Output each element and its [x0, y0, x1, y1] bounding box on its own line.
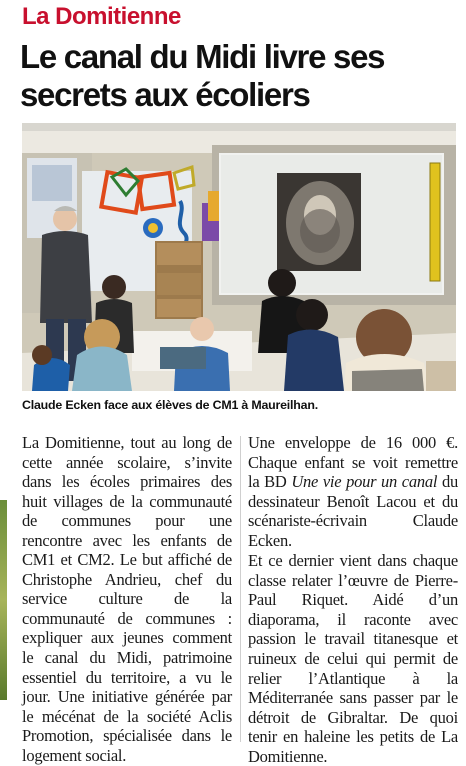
column-divider: [240, 436, 241, 742]
article-headline: Le canal du Midi livre ses secrets aux écoliers: [20, 38, 385, 113]
section-rubric: La Domitienne: [22, 3, 181, 30]
article-body-right-column: [248, 433, 458, 766]
photo-caption: Claude Ecken face aux élèves de CM1 à Maureilhan.: [22, 398, 318, 412]
adjacent-photo-edge: [0, 500, 7, 700]
body-paragraph: Et ce dernier vient dans chaque classe relater l’œuvre de Pierre-Paul Riquet. Aidé d’un diaporama, il raconte avec passion le travail titanesque et ruineux de celui qui permit de relier l’Atlantique à la Méditerranée sans passer par le détroit de Gibraltar. De quoi tenir en haleine les petits de La Domitienne.: [248, 551, 458, 766]
body-paragraph: La Domitienne, tout au long de cette année scolaire, s’invite dans les écoles primaires des huit villages de la communauté de communes pour une rencontre avec les enfants de CM1 et CM2. Le but affiché de Christophe Andrieu, chef du service culture de la communauté de communes : expliquer aux jeunes comment le canal du Midi, patrimoine essentiel du territoire, a vu le jour. Une initiative générée par le mécénat de la société Aclis Promotion, spécialisée dans le logement social.: [22, 433, 232, 765]
article-photo: [22, 123, 456, 391]
article-body-left-column: [22, 433, 232, 765]
book-title: Une vie pour un canal: [291, 472, 438, 492]
body-paragraph: [248, 433, 458, 550]
body-text: du dessinateur Benoît Lacou et du scénariste-écrivain Claude Ecken.: [248, 472, 458, 550]
classroom-photo-icon: [22, 123, 456, 391]
adjacent-page-edge: [0, 130, 7, 430]
body-text: Une enveloppe de 16 000 €. Chaque enfant se voit remettre la BD: [248, 433, 458, 492]
